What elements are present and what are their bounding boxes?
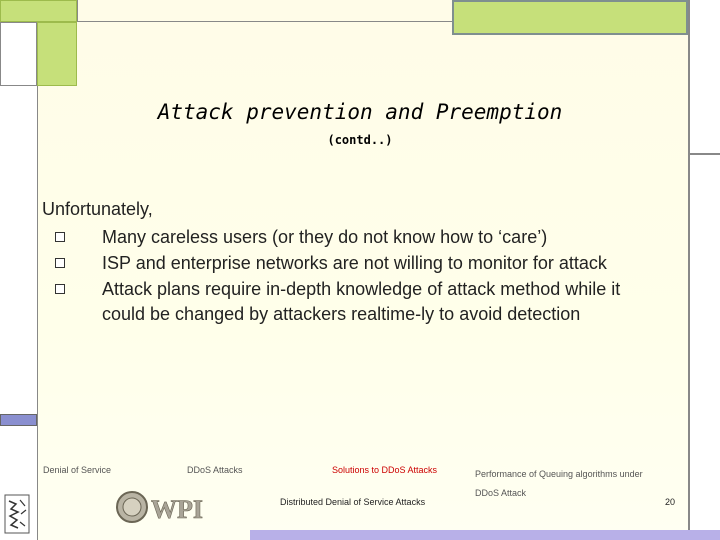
slide-subtitle: (contd..)	[327, 133, 393, 147]
decor-right-box-lower	[688, 155, 720, 540]
nav-link-denial-of-service[interactable]: Denial of Service	[43, 465, 112, 475]
bullet-item	[47, 277, 667, 327]
bullet-text: Many careless users (or they do not know how to ‘care’)	[102, 227, 548, 247]
decor-green-top	[0, 0, 77, 22]
wpi-logo-text: WPI	[151, 495, 203, 524]
bullet-text: Attack plans require in-depth knowledge of attack method while it could be changed by attackers realtime-ly to avoid detection	[102, 279, 621, 324]
bullet-item	[47, 225, 667, 250]
document-icon	[2, 492, 32, 536]
nav-link-performance[interactable]: Performance of Queuing algorithms under DDoS Attack	[475, 469, 643, 498]
nav-link-solutions[interactable]: Solutions to DDoS Attacks	[332, 465, 438, 475]
bullet-item	[47, 251, 667, 276]
decor-right-box	[688, 0, 720, 155]
bullet-text: ISP and enterprise networks are not willing to monitor for attack	[102, 253, 607, 273]
decor-top-line	[77, 0, 452, 22]
footer-title: Distributed Denial of Service Attacks	[280, 497, 426, 507]
wpi-logo	[115, 490, 209, 524]
intro-text: Unfortunately,	[42, 199, 153, 219]
page-number: 20	[665, 497, 676, 507]
nav-link-ddos-attacks[interactable]: DDoS Attacks	[187, 465, 243, 475]
bullet-list	[47, 225, 667, 328]
decor-green-left	[37, 22, 77, 86]
decor-white-box	[0, 22, 37, 86]
decor-purple-bottom	[250, 530, 720, 540]
square-bullet-icon	[55, 232, 65, 242]
decor-purple-bar	[0, 414, 37, 426]
square-bullet-icon	[55, 258, 65, 268]
slide-title: Attack prevention and Preemption	[157, 100, 563, 124]
square-bullet-icon	[55, 284, 65, 294]
decor-left-line	[37, 86, 38, 540]
decor-green-right	[452, 0, 688, 35]
